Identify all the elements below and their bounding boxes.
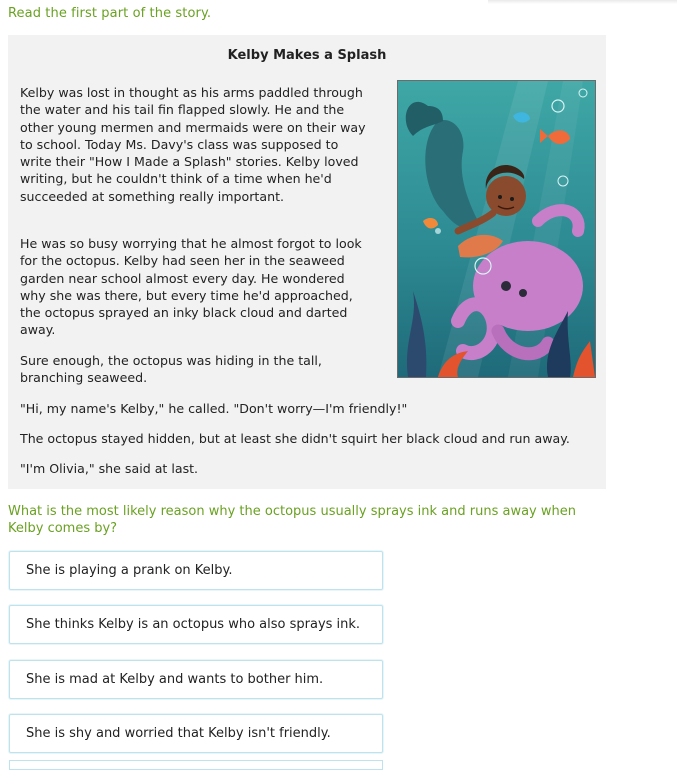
story-title: Kelby Makes a Splash: [227, 48, 387, 63]
answer-choice-label: She thinks Kelby is an octopus who also sprays ink.: [26, 617, 361, 632]
instruction-text: Read the first part of the story.: [8, 6, 212, 21]
story-paragraph-5: The octopus stayed hidden, but at least she didn't squirt her black cloud and run away.: [20, 431, 570, 446]
answer-choice-partial[interactable]: [9, 760, 383, 770]
story-panel: [8, 35, 606, 489]
story-illustration: [397, 80, 596, 378]
story-paragraph-4: "Hi, my name's Kelby," he called. "Don't worry—I'm friendly!": [20, 401, 408, 416]
story-paragraph-1: Kelby was lost in thought as his arms paddled through the water and his tail fin flapped slowly. He and the other young mermen and mermaids were on their way to school. Today Ms. Davy's class was supposed to write their "How I Made a Splash" stories. Kelby loved writing, but he couldn't think of a time when he'd succeeded at something really important.: [20, 85, 366, 204]
answer-choice-label: She is playing a prank on Kelby.: [26, 563, 233, 578]
story-paragraph-3: Sure enough, the octopus was hiding in the tall, branching seaweed.: [20, 353, 322, 386]
answer-choice-1[interactable]: [9, 551, 383, 590]
answer-choice-label: She is mad at Kelby and wants to bother him.: [26, 672, 324, 687]
question-text: What is the most likely reason why the octopus usually sprays ink and runs away when Kelby comes by?: [8, 504, 576, 536]
story-paragraph-6: "I'm Olivia," she said at last.: [20, 461, 199, 476]
answer-choice-4[interactable]: [9, 714, 383, 753]
story-paragraph-2: He was so busy worrying that he almost forgot to look for the octopus. Kelby had seen her in the seaweed garden near school almost every day. He wondered why she was there, but every time he'd approached, the octopus sprayed an inky black cloud and darted away.: [20, 236, 362, 338]
answer-choice-3[interactable]: [9, 660, 383, 699]
top-right-shadow: [488, 0, 677, 4]
mermaid-octopus-image: [398, 81, 595, 377]
answer-choice-2[interactable]: [9, 605, 383, 644]
answer-choice-label: She is shy and worried that Kelby isn't friendly.: [26, 726, 331, 741]
